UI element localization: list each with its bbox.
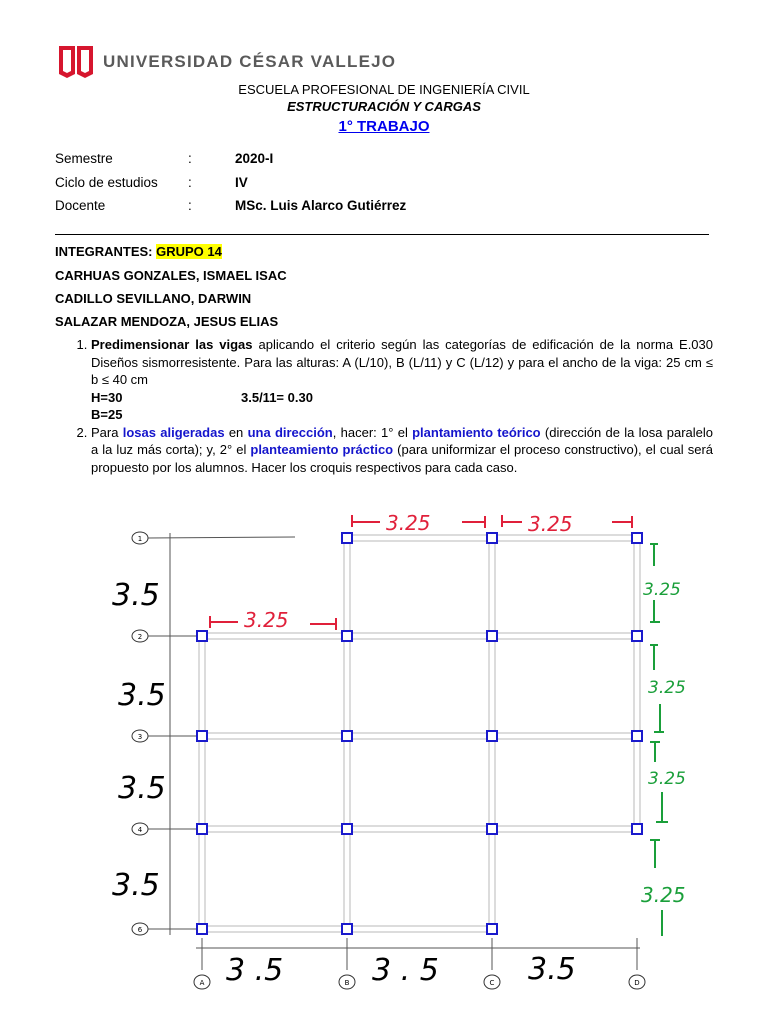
- member-name: CADILLO SEVILLANO, DARWIN: [55, 291, 252, 306]
- col-axis-label: C: [489, 979, 495, 987]
- info-value: IV: [235, 175, 248, 190]
- bottom-dimension: 3 . 5: [372, 953, 439, 988]
- top-dimension: 3.25: [528, 512, 573, 536]
- keyword: losas aligeradas: [122, 424, 225, 440]
- green-dimension-marks: [650, 544, 668, 936]
- column: [487, 631, 497, 641]
- course-title: ESTRUCTURACIÓN Y CARGAS: [287, 99, 481, 114]
- row-axis-label: 6: [137, 926, 143, 934]
- column: [342, 533, 352, 543]
- task-text: Para: [91, 424, 123, 440]
- members-heading: [55, 244, 222, 259]
- shield-logo-icon: [57, 44, 95, 80]
- info-value: MSc. Luis Alarco Gutiérrez: [235, 198, 407, 213]
- divider-line: [55, 234, 709, 235]
- column: [632, 731, 642, 741]
- info-value: 2020-I: [235, 151, 274, 166]
- task-text: (dirección de la losa paralelo a la luz más corta); y, 2° el: [91, 424, 713, 457]
- task-item-1: [91, 336, 713, 424]
- right-dimension: 3.25: [648, 678, 686, 698]
- column: [342, 631, 352, 641]
- column: [632, 533, 642, 543]
- keyword: planteamiento práctico: [250, 442, 394, 457]
- calc-row: [91, 389, 713, 407]
- row-axis-label: 3: [137, 733, 143, 741]
- task-lead: Predimensionar las vigas: [91, 337, 253, 352]
- task-text: , hacer: 1° el: [332, 424, 413, 440]
- axis-lines: [148, 533, 640, 970]
- keyword: una dirección: [247, 424, 333, 440]
- right-dimension: 3.25: [641, 883, 686, 907]
- column: [197, 731, 207, 741]
- member-name: CARHUAS GONZALES, ISMAEL ISAC: [55, 268, 287, 283]
- column: [487, 731, 497, 741]
- height-value: H=30: [91, 389, 123, 405]
- task-text: (para uniformizar el proceso constructivo), el cual será propuesto por los alumnos. Hacer los croquis respectivos para cada caso.: [91, 442, 713, 475]
- col-axis-label: B: [344, 979, 350, 987]
- column: [342, 824, 352, 834]
- members-label: INTEGRANTES:: [55, 244, 153, 259]
- task-item-2: [91, 424, 713, 477]
- info-colon: :: [188, 198, 192, 213]
- right-dimension: 3.25: [643, 580, 681, 600]
- info-colon: :: [188, 151, 192, 166]
- beams: [199, 535, 640, 932]
- structural-grid-drawing: [0, 500, 768, 1024]
- member-name: SALAZAR MENDOZA, JESUS ELIAS: [55, 314, 279, 329]
- task-text: en: [224, 424, 248, 440]
- left-dimension: 3.5: [112, 578, 160, 613]
- info-colon: :: [188, 175, 192, 190]
- keyword: plantamiento teórico: [412, 424, 541, 440]
- task-text: aplicando el criterio según las categorías de edificación de la norma E.030 Diseños sismorresistente. Para las alturas: A (L/10), B (L/11) y C (L/12) y para el ancho de la viga: 25 cm ≤ b ≤ 40 cm: [91, 337, 713, 387]
- col-axis-label: A: [199, 979, 205, 987]
- task-list: [72, 336, 713, 476]
- info-label: Ciclo de estudios: [55, 175, 158, 190]
- column: [487, 533, 497, 543]
- calc-value: 3.5/11= 0.30: [241, 389, 313, 405]
- row-axis-label: 1: [137, 535, 143, 543]
- column: [632, 631, 642, 641]
- row-axis-label: 2: [137, 633, 143, 641]
- column: [487, 824, 497, 834]
- top-dimension: 3.25: [386, 511, 431, 535]
- col-axis-label: D: [634, 979, 640, 987]
- info-label: Semestre: [55, 151, 113, 166]
- info-label: Docente: [55, 198, 106, 213]
- group-badge: GRUPO 14: [156, 244, 222, 259]
- school-name: ESCUELA PROFESIONAL DE INGENIERÍA CIVIL: [238, 82, 530, 97]
- mid-dimension: 3.25: [244, 608, 289, 632]
- bottom-dimension: 3 .5: [226, 953, 284, 988]
- left-dimension: 3.5: [118, 678, 166, 713]
- university-logo: [57, 44, 396, 80]
- column: [487, 924, 497, 934]
- column: [342, 731, 352, 741]
- column: [197, 631, 207, 641]
- left-dimension: 3.5: [112, 868, 160, 903]
- right-dimension: 3.25: [648, 769, 686, 789]
- row-axis-label: 4: [137, 826, 143, 834]
- column: [632, 824, 642, 834]
- width-value: B=25: [91, 407, 123, 422]
- left-dimension: 3.5: [118, 771, 166, 806]
- logo-text: UNIVERSIDAD CÉSAR VALLEJO: [103, 52, 397, 71]
- column: [197, 824, 207, 834]
- assignment-title: 1° TRABAJO: [338, 118, 430, 135]
- column: [197, 924, 207, 934]
- bottom-dimension: 3.5: [528, 952, 576, 987]
- column: [342, 924, 352, 934]
